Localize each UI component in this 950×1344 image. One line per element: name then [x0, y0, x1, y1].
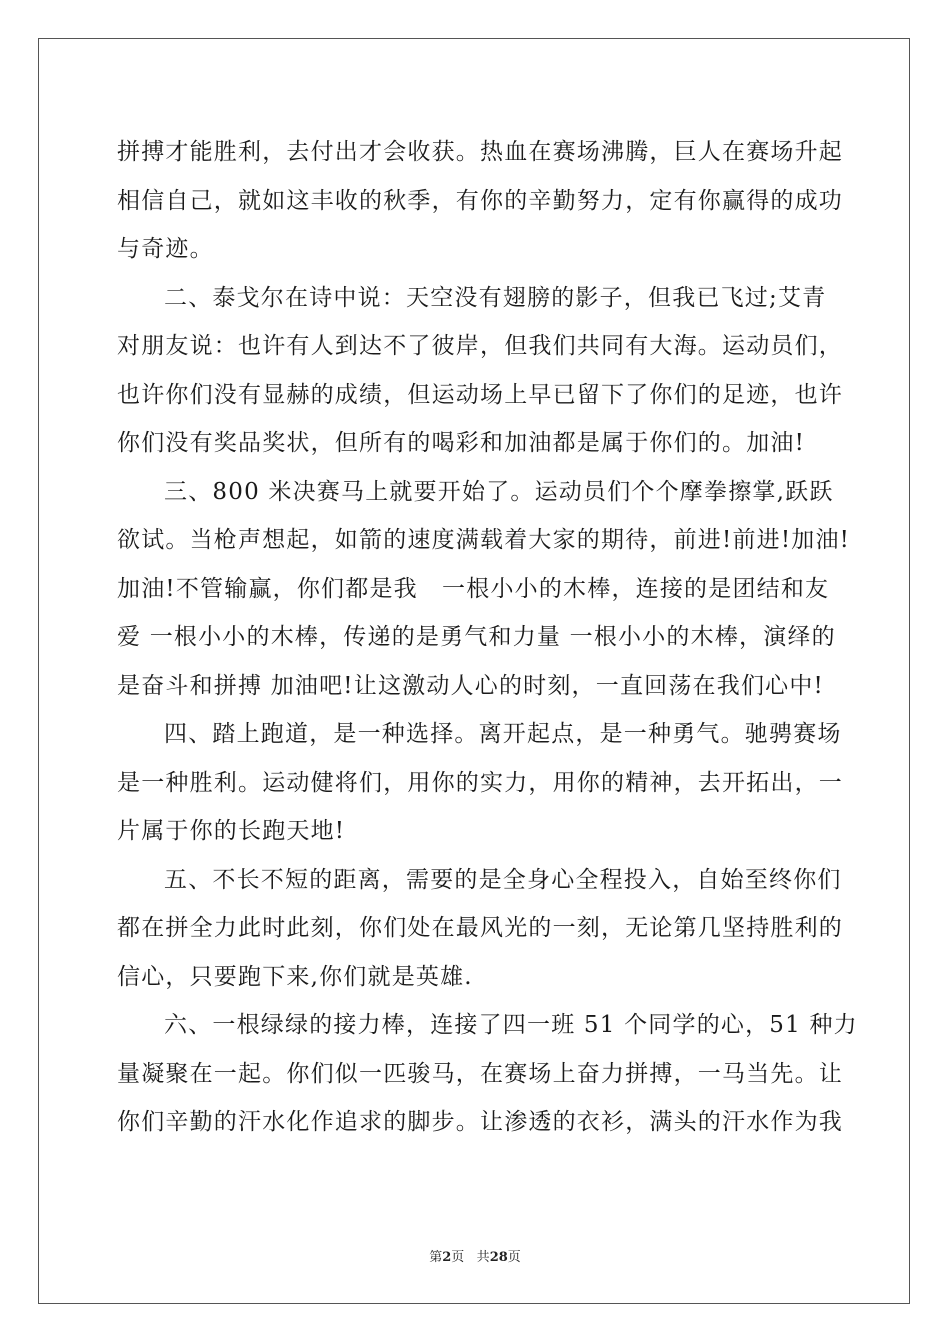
page-footer: [0, 1246, 950, 1265]
text-line: 片属于你的长跑天地!: [117, 818, 346, 844]
text-line: 量凝聚在一起。你们似一匹骏马，在赛场上奋力拼搏，一马当先。让: [117, 1060, 843, 1087]
paragraph-start-line: 五、不长不短的距离，需要的是全身心全程投入，自始至终你们: [164, 866, 842, 893]
total-prefix: 共: [476, 1250, 490, 1265]
document-body: [117, 128, 858, 1147]
paragraph-start-line: 三、800 米决赛马上就要开始了。运动员们个个摩拳擦掌,跃跃: [164, 478, 834, 505]
total-pages: 28: [489, 1250, 508, 1265]
text-line: 也许你们没有显赫的成绩，但运动场上早已留下了你们的足迹，也许: [117, 381, 843, 408]
text-line: 对朋友说：也许有人到达不了彼岸，但我们共同有大海。运动员们，: [117, 333, 843, 359]
paragraph-start-line: 二、泰戈尔在诗中说：天空没有翅膀的影子，但我已飞过;艾青: [164, 284, 827, 311]
text-line: 你们没有奖品奖状，但所有的喝彩和加油都是属于你们的。加油!: [117, 430, 806, 456]
text-line: 欲试。当枪声想起，如箭的速度满载着大家的期待，前进!前进!加油!: [117, 527, 851, 553]
text-line: 是一种胜利。运动健将们，用你的实力，用你的精神，去开拓出，一: [117, 769, 843, 796]
page-number: 2: [442, 1250, 452, 1265]
text-line: 相信自己，就如这丰收的秋季，有你的辛勤努力，定有你赢得的成功: [117, 187, 843, 214]
text-line: 你们辛勤的汗水化作追求的脚步。让渗透的衣衫，满头的汗水作为我: [117, 1109, 843, 1135]
text-line: 信心，只要跑下来,你们就是英雄.: [117, 963, 473, 990]
text-line: 都在拼全力此时此刻，你们处在最风光的一刻，无论第几坚持胜利的: [117, 915, 843, 941]
page-prefix: 第: [429, 1250, 443, 1265]
text-line: 爱 一根小小的木棒，传递的是勇气和力量 一根小小的木棒，演绎的: [117, 624, 836, 650]
page-suffix: 页: [451, 1250, 465, 1265]
total-suffix: 页: [507, 1250, 521, 1265]
text-line: 与奇迹。: [117, 236, 214, 262]
text-line: 是奋斗和拼搏 加油吧!让这激动人心的时刻，一直回荡在我们心中!: [117, 672, 824, 699]
paragraph-start-line: 六、一根绿绿的接力棒，连接了四一班 51 个同学的心，51 种力: [164, 1012, 858, 1038]
paragraph-start-line: 四、踏上跑道，是一种选择。离开起点，是一种勇气。驰骋赛场: [164, 721, 842, 747]
text-line: 拼搏才能胜利，去付出才会收获。热血在赛场沸腾，巨人在赛场升起: [117, 139, 843, 165]
text-line: 加油!不管输赢，你们都是我 一根小小的木棒，连接的是团结和友: [117, 575, 830, 602]
